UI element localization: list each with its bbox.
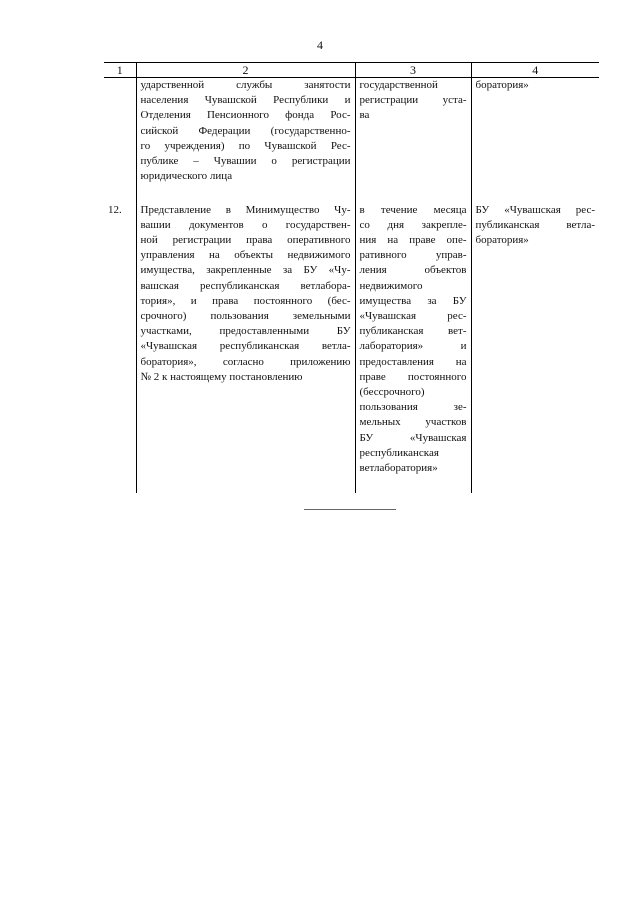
cell-text-line: предоставления на [359,355,467,368]
cell-text-line: Представление в Минимущество Чу- [140,203,351,216]
schedule-table [104,62,599,493]
cell-text-line: праве постоянного [359,370,467,383]
cell-text-line: «Чувашская рес- [359,309,467,322]
cell-text-line: республиканская [359,446,439,459]
table-row [104,203,599,493]
cell-text-line: го учреждения) по Чувашской Рес- [140,139,351,152]
cell-text-line: государственной [359,79,438,91]
cell-text-line: боратория» [475,233,529,246]
cell-text-line: мельных участков [359,416,467,429]
page-number: 4 [317,38,323,52]
column-header: 3 [355,63,471,78]
cell-col3 [355,203,471,493]
cell-text-line: юридического лица [140,170,233,183]
cell-col2 [136,203,355,493]
cell-text-line: в течение месяца [359,203,467,216]
table-header-row [104,63,599,78]
cell-text-line: публиканская вет- [359,325,467,338]
table-row [104,78,599,203]
cell-text-line: населения Чувашской Республики и [140,94,351,107]
cell-text-line: БУ «Чувашская [359,431,467,444]
cell-col2 [136,78,355,203]
cell-text-line: ративного управ- [359,249,467,262]
closing-rule [304,509,396,510]
cell-text-line: регистрации уста- [359,94,467,107]
cell-text-line: ления объектов [359,264,467,277]
cell-text-line: боратория», согласно приложению [140,355,351,368]
cell-text-line: «Чувашская республиканская ветла- [140,340,351,353]
cell-text-line: ния на праве опе- [359,233,467,246]
cell-text-line: имущества, закрепленные за БУ «Чу- [140,264,351,277]
cell-text-line: вашская республиканская ветлабора- [140,279,351,292]
row-number [104,78,136,203]
row-number: 12. [108,203,122,216]
cell-text-line: ной регистрации права оперативного [140,233,351,246]
cell-text-line: тория», и права постоянного (бес- [140,294,351,307]
column-header: 2 [136,63,355,78]
cell-text-line: управления на объекты недвижимого [140,249,351,262]
column-header: 4 [471,63,599,78]
column-header: 1 [104,63,136,78]
cell-text-line: срочного) пользования земельными [140,309,351,322]
cell-text-line: вашии документов о государствен- [140,218,351,231]
cell-text-line: БУ «Чувашская рес- [475,203,595,216]
cell-text-line: имущества за БУ [359,294,467,307]
cell-text-line: лаборатория» и [359,340,467,353]
cell-text-line: ва [359,109,370,122]
cell-text-line: публике – Чувашии о регистрации [140,155,351,168]
cell-col3 [355,78,471,203]
cell-text-line: боратория» [475,79,529,91]
cell-text-line: сийской Федерации (государственно- [140,124,351,137]
cell-col4 [471,203,599,493]
cell-text-line: со дня закрепле- [359,218,467,231]
cell-text-line: (бессрочного) [359,385,425,398]
cell-col4 [471,78,599,203]
cell-text-line: ветлаборатория» [359,461,438,474]
cell-text-line: ударственной службы занятости [140,79,351,91]
cell-text-line: № 2 к настоящему постановлению [140,370,303,383]
cell-text-line: недвижимого [359,279,423,292]
cell-text-line: пользования зе- [359,401,467,414]
cell-text-line: Отделения Пенсионного фонда Рос- [140,109,351,122]
cell-text-line: участками, предоставленными БУ [140,325,351,338]
cell-text-line: публиканская ветла- [475,218,595,231]
